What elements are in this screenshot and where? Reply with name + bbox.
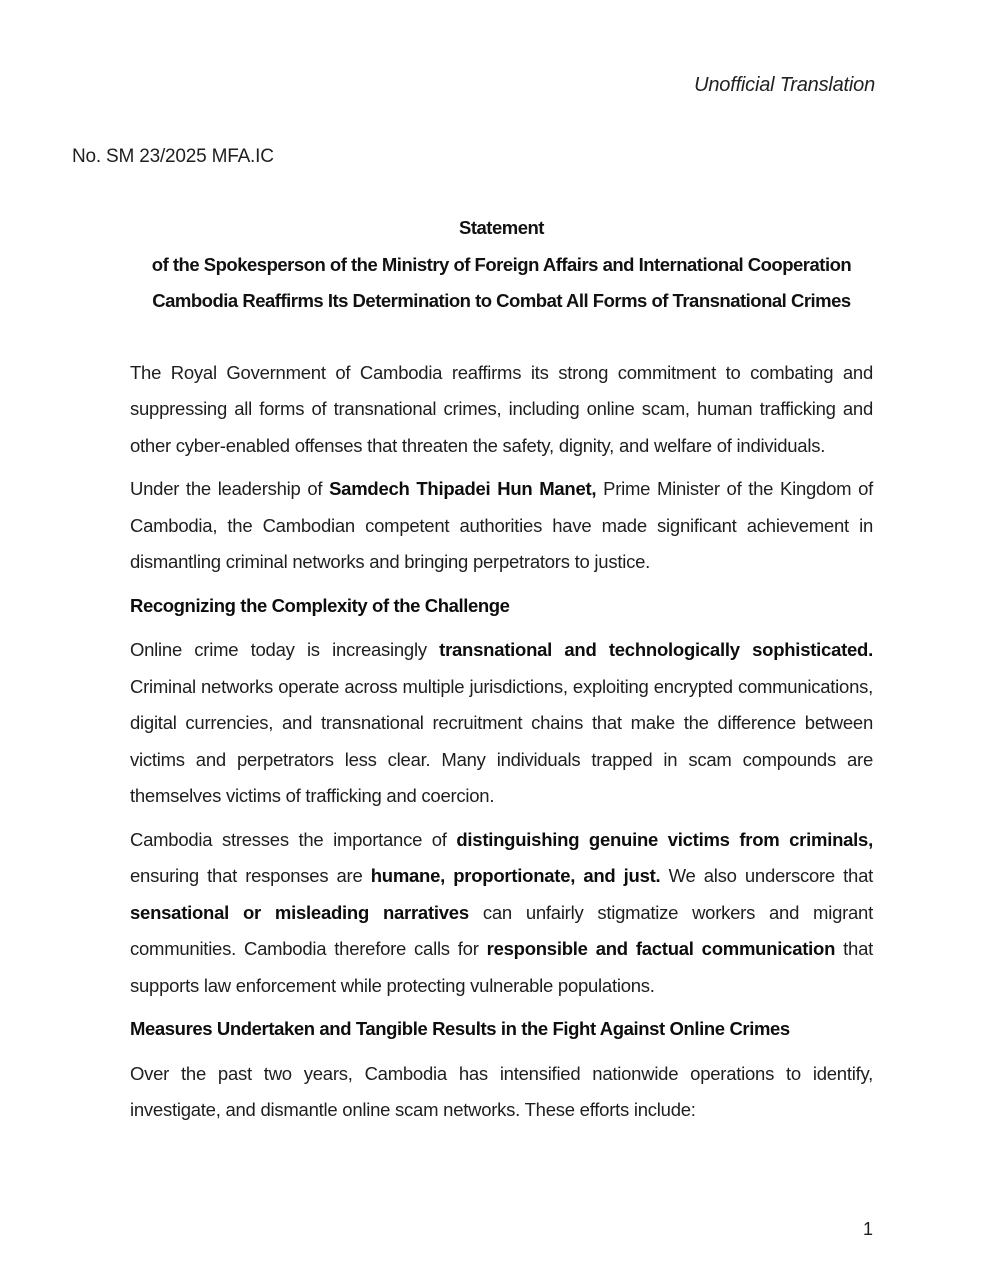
text-run: Cambodia stresses the importance of xyxy=(130,828,457,850)
text-run: Online crime today is increasingly xyxy=(130,639,440,660)
bold-text-run: Measures Undertaken and Tangible Results in the Fight Against Online Crimes xyxy=(130,1018,790,1039)
bold-text-run: Recognizing the Complexity of the Challenge xyxy=(130,594,510,616)
text-run: Criminal networks operate across multiple jurisdictions, exploiting encrypted communications, digital currencies, and transnational recruitment chains that make the difference between victims and perpetrators less clear. Many individuals trapped in scam compounds are themselves victims of trafficking and coercion. xyxy=(130,675,873,806)
bold-text-run: sensational or misleading narratives xyxy=(130,901,469,923)
section-heading xyxy=(130,588,873,625)
text-run: ensuring that responses are xyxy=(130,865,371,886)
paragraph xyxy=(130,632,873,815)
document-title xyxy=(130,210,873,320)
title-line-1: Statement xyxy=(459,217,544,238)
page-number: 1 xyxy=(862,1219,873,1239)
text-run: Over the past two years, Cambodia has intensified nationwide operations to identify, investigate, and dismantle online scam networks. These efforts include: xyxy=(130,1062,873,1120)
paragraph xyxy=(130,822,873,1005)
text-run: can unfairly stigmatize workers and migrant communities. Cambodia therefore calls for xyxy=(130,901,873,959)
bold-text-run: distinguishing genuine victims from criminals, xyxy=(456,828,873,850)
bold-text-run: humane, proportionate, and just. xyxy=(370,865,661,886)
document-content xyxy=(130,0,873,1136)
text-run: We also underscore that xyxy=(660,865,873,886)
translation-note: Unofficial Translation xyxy=(694,74,875,96)
text-run: The Royal Government of Cambodia reaffirms its strong commitment to combating and suppressing all forms of transnational crimes, including online scam, human trafficking and other cyber-enabled offenses that threaten the safety, dignity, and welfare of individuals. xyxy=(130,361,873,456)
bold-text-run: Samdech Thipadei Hun Manet, xyxy=(329,478,597,499)
title-line-3: Cambodia Reaffirms Its Determination to Combat All Forms of Transnational Crimes xyxy=(152,290,851,311)
section-heading xyxy=(130,1011,873,1048)
title-line-2: of the Spokesperson of the Ministry of Foreign Affairs and International Cooperation xyxy=(151,253,852,275)
paragraph xyxy=(130,471,873,581)
paragraph xyxy=(130,355,873,465)
document-body xyxy=(130,355,873,1129)
bold-text-run: responsible and factual communication xyxy=(486,938,836,959)
bold-text-run: transnational and technologically sophisticated. xyxy=(439,639,873,660)
text-run: that supports law enforcement while protecting vulnerable populations. xyxy=(130,938,873,996)
text-run: Prime Minister of the Kingdom of Cambodia, the Cambodian competent authorities have made significant achievement in dismantling criminal networks and bringing perpetrators to justice. xyxy=(130,478,873,572)
document-number: No. SM 23/2025 MFA.IC xyxy=(72,146,274,167)
paragraph xyxy=(130,1056,873,1129)
text-run: Under the leadership of xyxy=(130,478,330,499)
